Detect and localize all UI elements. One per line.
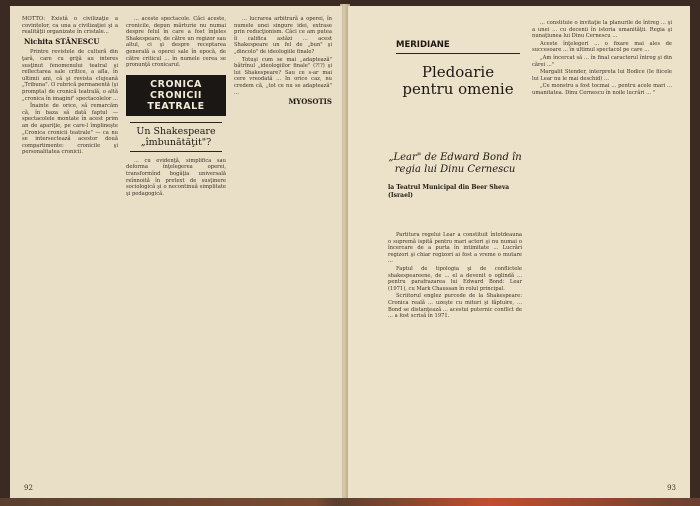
book-cover-edge [0,498,700,506]
paragraph: Aceste înţelegeri ... o fixare mai ales de succesoare ... în ultimul spectacol pe care ... [532,40,672,54]
right-column-1 [388,232,522,321]
column-header-box: CRONICA CRONICII TEATRALE [126,75,226,116]
paragraph: „Am încercat să ... în final caracterul întreg şi din cărei ..." [532,54,672,68]
paragraph: Totuşi cum se mai „adaptează" bătrînul „ideologiilor finale" (?!?) şi lui Shakespeare? Sau ce s-ar mai cere vreodată ... In orice caz, nu credem că, „tot ce nu se adaptează" ... [234,56,332,96]
motto-text: Există o civilizaţie a covintelor, ca una a civilizaţiei şi a realităţii organizate în cristale... [22,16,119,36]
left-page [10,6,342,498]
left-column-2 [126,16,226,198]
article-subtitle: Un Shakespeare „îmbunătăţit"? [130,122,222,152]
right-page [348,6,690,498]
right-column-2 [532,20,672,98]
paragraph: Scriitorul englez purcede de la Shakespeare: Cronica reală ... uzeşte cu mituri şi făptuire, ... Bond se distanţează ... acestui puternic conflict de ... a fost scrisă în 1971. [388,293,522,320]
paragraph: Printre revistele de cultură din ţară, care cu grijă au interes susţinut fenomenului teatral şi reflectarea sale critice, a afla, în ultimii ani, că şi revista clujeană „Tribuna". O rubrică permanentă (şi prompta) de cronică teatrală, o altă „cronica în imagini" spectacolelor ... [22,49,118,102]
article-title: Pledoarie pentru omenie [402,63,514,98]
paragraph: ... cu evidenţă, simplifica sau deforma înţelegerea operei, transformînd bogăţia universală reînnoită în pretext de susţinere sociologică şi o necontinuă simplitate şi pedagogică. [126,157,226,197]
motto [22,16,118,36]
paragraph: „Ce monstru a fost tocmai ... pentru acele mari ... umanitatea. Dinu Cernescu în noile lucrări ... " [532,83,672,96]
paragraph: ... lucrarea arbitrară a operei, în numele unei singure idei, extrase prin reducţionism. Căci ce am putea îi califica astăzi ... acest Shakespeare un fel de „bun" şi „dincolo" de ideologiile finale? [234,16,332,55]
paragraph: Margalit Stender, interpreta lui Bodice (Ie fiicele lui Lear nu le mai deschid) ... [532,69,672,82]
paragraph: Partitura regelui Lear a constituit întotdeauna o supremă ispită pentru mari actori şi nu numai o încercare de a purta în intimitate ... Lucrări regizori şi chiar regizori ai fost a vreme o mutare ... [388,232,522,265]
article-header [396,40,520,106]
page-number: 92 [24,484,33,492]
theater-label: la Teatrul Municipal din Beer Sheva (Israel) [388,184,510,199]
paragraph: ... aceste spectacole. Căci aceste, cronicile, depun mărturie nu numai despre felul în care a fost înţeles Shakespeare, de către un regizor sau altul, ci şi despre receptarea generală a operei sale în epocă, de către criticul ... în numele cerea se pronunţă cronicarul. [126,16,226,69]
article-subtitle-block [388,152,522,205]
section-label: MERIDIANE [396,40,520,54]
left-column-3 [234,16,332,106]
author-signature: MYOSOTIS [288,97,332,107]
motto-author: Nichita STĂNESCU [24,36,100,46]
paragraph: Faptul de tipologia şi de conflictele shakespeareene, de ... el a devenit o oglindă ... pentru parafrazarea lui Edward Bond: Lear (1971), cu Mark Chaussan în rolul principal. [388,265,522,292]
motto-label: MOTTO: [22,16,46,22]
page-number: 93 [667,484,676,492]
article-subtitle: „Lear" de Edward Bond în regia lui Dinu Cernescu [388,152,522,175]
paragraph: Înainte de orice, să remarcăm că, în baza să dată faptul — spectacolele montate în acest prim an de apariţie, pe care-l împlineşte „Cronica cronicii teatrale" — ca nu se intersectează acestor două compartimente: cronicile şi personalitatea cronicii. [22,103,118,156]
left-column-1 [22,16,118,157]
paragraph: ... constituie o invitaţie la planurile de întreg ... şi a unei ... cu decenii în istoria umanităţii. Regia şi nunaţiunea lui Dinu Cernescu ... [532,20,672,40]
